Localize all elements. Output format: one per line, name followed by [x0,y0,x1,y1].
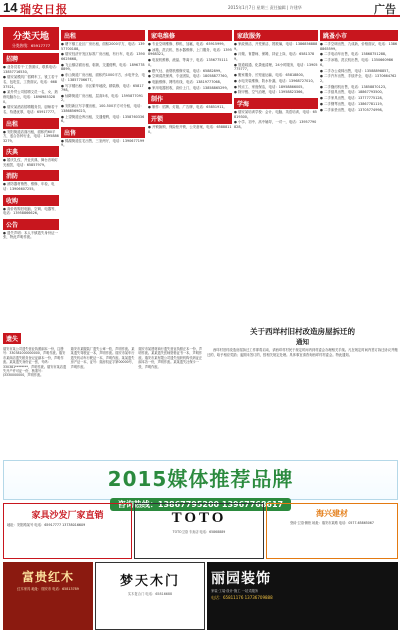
listing-item: ● 二手空调出售，九成新，价格面议，电话：13868865599。 [320,42,398,51]
notice-body: 西垟村旧村改造房屋拆迁工作即将启动，请西垟村村民于规定时间内到村委会办理相关手续。凡在规定时间内签订拆迁协议并搬迁的，给予相应奖励；逾期未签订的，按相关规定处理。具体事宜请咨询西垟村村委会。特此通知。 [207,348,398,357]
listing-item: ● 瑞安某酒店招聘服务员、厨师若干名，待遇优厚，电话：65917777。 [3,105,58,114]
ad-row-2 [3,562,398,630]
listing-item: ● 管道疏通、化粪池清理，24小时服务，电话：13905775777。 [234,62,318,72]
category-header: 制作 [148,93,232,104]
category-header: 出售 [61,127,145,138]
column-5 [320,27,398,321]
column-2 [61,27,145,321]
fugui-title: 富贵红木 [21,570,74,584]
media-brand-ad[interactable] [3,460,398,509]
furniture-sub: 地址：安阳路某号 电话：65917777 13738016609 [7,523,86,527]
category-header: 出租 [61,30,145,41]
listing-item: ● 电视机维修，液晶、等离子，电话：13567751110。 [148,58,228,67]
listing-item: ● 写字楼出租：市区繁华地段，精装修，电话：65817798。 [61,83,144,93]
mengtian-sub: 实木复合门 电话：65816688 [127,592,173,596]
mengtian-ad[interactable] [95,562,205,630]
demolition-notice [207,326,398,458]
category-header: 开锁 [148,113,232,124]
haixing-sub: 瓷砖·卫浴·橱柜 地址：瑞安市某路 电话：0577-65865067 [290,521,374,525]
listing-item: ● 业务员若干·工资面议，联系电话：13857716530。 [3,65,59,74]
fugui-ad[interactable] [3,562,93,630]
column-5-listings [320,30,398,112]
column-1 [3,27,59,321]
category-header: 跳蚤小市 [320,30,398,41]
listing-item: ● 安阳新区写字楼出租，100-500平方可分租，电话：13868569023。 [61,104,144,113]
column-3-listings [148,30,232,134]
listing-item: ● 小学、初中、高中辅导，一对一，电话：13957790828。 [234,120,317,130]
category-header: 家政服务 [234,30,318,41]
listing-item: ● 专业空调维修、移机、加氟，电话：65915999。 [148,42,227,46]
lost-notices [3,326,203,458]
column-1-listings [3,53,59,240]
page-header [0,0,400,17]
fugui-sub: 红木家具 地址：瑞安市 电话：65813789 [17,587,79,591]
listing-item: ● 二手家具出售，电话：13777775128。 [320,96,386,101]
listing-item: ● 二手厨具出售，电话：18867793500。 [320,90,386,95]
furniture-title: 家具沙发厂家直销 [31,511,104,521]
listing-item: ● 二手电动车出售，电话：15868751288。 [320,52,389,57]
listing-item: ● 消防器材销售、维修、年检，电话：13906607255。 [3,182,55,192]
mengtian-title: 梦天木门 [119,574,180,589]
listing-item: ● 搬家服务、长短途运输，电话：65818800。 [234,73,307,78]
column-4 [234,27,318,321]
listing-item: ● 塘下镇工业区厂房出租，面积2000平方，电话：13957700188。 [61,42,145,51]
listing-item: ● 家政保洁、开荒保洁、擦玻璃，电话：13868568889。 [234,42,318,51]
lost-col: 瑞安市某服装厂遗失公章一枚，声明作废。某某遗失驾驶证一本，声明作废。瑞安市某车行遗失机动车行驶证一本，声明作废。某某遗失房产证一本，证号：瑞房权证字第00000号，声明作废。 [70,347,135,369]
brand-phone: 分类热线：65917777 [11,43,51,48]
toto-sub: TOTO卫浴 专卖店 电话：65868889 [172,530,226,534]
category-header: 公告 [3,219,59,230]
listing-item: ● 冰箱、洗衣机、热水器维修，上门服务，电话：13958968321。 [148,47,232,57]
category-header: 出租 [3,118,59,129]
listing-item: ● 空调清洗保养，专业团队，电话：18058877760。 [148,74,231,79]
listing-item: ● 钟点工、家庭保洁，电话：18958866005。 [234,84,306,89]
listing-item: ● 二手冰箱、洗衣机出售，电话：13506609866。 [320,58,394,67]
toto-ad[interactable] [134,503,264,559]
category-header: 学海 [234,98,318,109]
listing-item: ● 瑞安某培训学校：会计、电脑、英语培训，电话：65819300。 [234,110,317,119]
listing-item: ● 开锁换锁、保险柜开锁，公安备案，电话：65888110。 [148,125,232,134]
listing-item: ● 仙降街道厂房出租，层高5米，电话：15958770912。 [61,93,144,103]
category-header: 招聘 [3,53,59,64]
furniture-ad[interactable] [3,503,132,559]
listing-item: ● 东山街道厂房出租，面积约1000平方，水电齐全，电话：13857706677。 [61,73,145,82]
section-title: 广告 [374,3,396,16]
listing-item: ● 二手汽车出售，手续齐全，电话：13706647622。 [320,74,397,83]
listing-item: ● 水电安装维修，防水补漏，电话：13968727010。 [234,78,317,83]
listing-item: ● 制作：招牌、灯箱、广告牌，电话：65851911。 [148,105,227,110]
listing-item: ● 家用电器回收，高价上门，电话：13858865299。 [148,85,231,90]
column-2-listings [61,30,145,148]
category-header: 消防 [3,170,59,181]
listing-item: ● 高价收购旧电脑、空调、电器等，电话：13958866626。 [3,206,58,216]
media-brand-title: 2015媒体推荐品牌 [107,467,294,491]
lost-col: 瑞安市某公司遗失营业执照副本一份，注册号：330381000000000，声明作废。瑞安市某商店遗失税务登记证副本一份，声明作废。某某遗失身份证一张，号码：330381********，声明作废。瑞安市某店遗失开户许可证一份，核准号：J3330000000，声明作废。 [3,347,67,378]
listing-item: ● 除甲醛、空气治理，电话：13958823366。 [234,90,306,95]
listing-item: ● 瑞安经济开发区标准厂房出租，有行车，电话：13906625668。 [61,52,145,61]
newspaper-logo: 瑞安日报 [20,3,68,16]
haixing-title: 海兴建材 [316,509,348,518]
listing-item: ● 月嫂、育婴师、保姆，持证上岗，电话：65813789。 [234,52,315,61]
category-header: 庆典 [3,146,59,157]
notice-subtitle: 通知 [296,338,309,346]
classifieds-brand [3,27,59,50]
listing-item: ● 电脑维修、网络布线，电话：13819777068。 [148,80,224,85]
toto-logo: TOTO [171,510,227,526]
lili-phone: 电话：65811176 13736709888 [211,595,273,601]
column-3 [148,27,232,321]
category-header: 家电维修 [148,30,232,41]
issue-meta: 2015年1月7日 星期三 责任编辑 | 许建华 [228,5,302,10]
listing-item: ● 上望街道仓库出租，交通便利，电话：13587603366。 [61,114,145,124]
ad-row-1 [3,503,398,559]
lost-category: 遗失 [3,333,21,344]
listing-item: ● 安阳街道店面出租，面积约60平方，适合各种行业，电话：13958863279。 [3,129,59,143]
listing-item: ● 飞云镇店面出租，临街，交通便利，电话：18967788899。 [61,62,145,72]
listing-item: ● 婚庆礼仪、开业庆典、舞台音响灯光租赁，电话：65857979。 [3,158,58,167]
listing-item: ● 锦湖街道住宅出售，三室两厅，电话：13906771999。 [61,138,145,148]
lili-title: 丽园装饰 [211,571,271,587]
notice-title: 关于西垟村旧村改造房屋拆迁的 [250,327,355,336]
listing-item: ● 瑞安某模具厂招聘车工、铣工若干名，包吃住，工资面议。电话：66837521。 [3,75,58,89]
brand-title: 分类天地 [12,32,49,42]
listing-item: ● 燃气灶、油烟机维修安装，电话：65882899。 [148,68,224,73]
listing-item: ● 遗失声明：本人不慎遗失身份证一张，特此声明作废。 [3,230,58,240]
media-brand-phone: 咨询热线：13867795200 13967768617 [110,498,291,511]
listing-item: ● 二手床垫出售，电话：13705774998。 [320,107,386,112]
listing-item: ● 某外贸公司招聘文员一名，女，熟练电脑办公，电话：18989853280。 [3,90,58,104]
listing-item: ● 二手办公桌椅出售，电话：13588898857。 [320,68,392,73]
haixing-ad[interactable] [266,503,398,559]
column-4-listings [234,30,318,130]
category-header: 收购 [3,195,59,206]
lili-ad[interactable] [207,562,398,630]
lost-col: 瑞安市某建材商行遗失营业执照正本一份，声明作废。某某遗失医师资格证书一本，声明作废。瑞安市某有限公司遗失组织机构代码证正副本各一份，声明作废。某某遗失社保卡一张，声明作废。 [138,347,203,369]
listing-item: ● 二手钢琴出售，电话：13867781119。 [320,102,386,107]
listing-item: ● 二手缝纫机出售，电话：13858870123。 [320,84,389,89]
lili-sub: 家装·工装·设计·施工 一站式服务 [211,589,259,593]
page-number: 14 [3,0,18,15]
